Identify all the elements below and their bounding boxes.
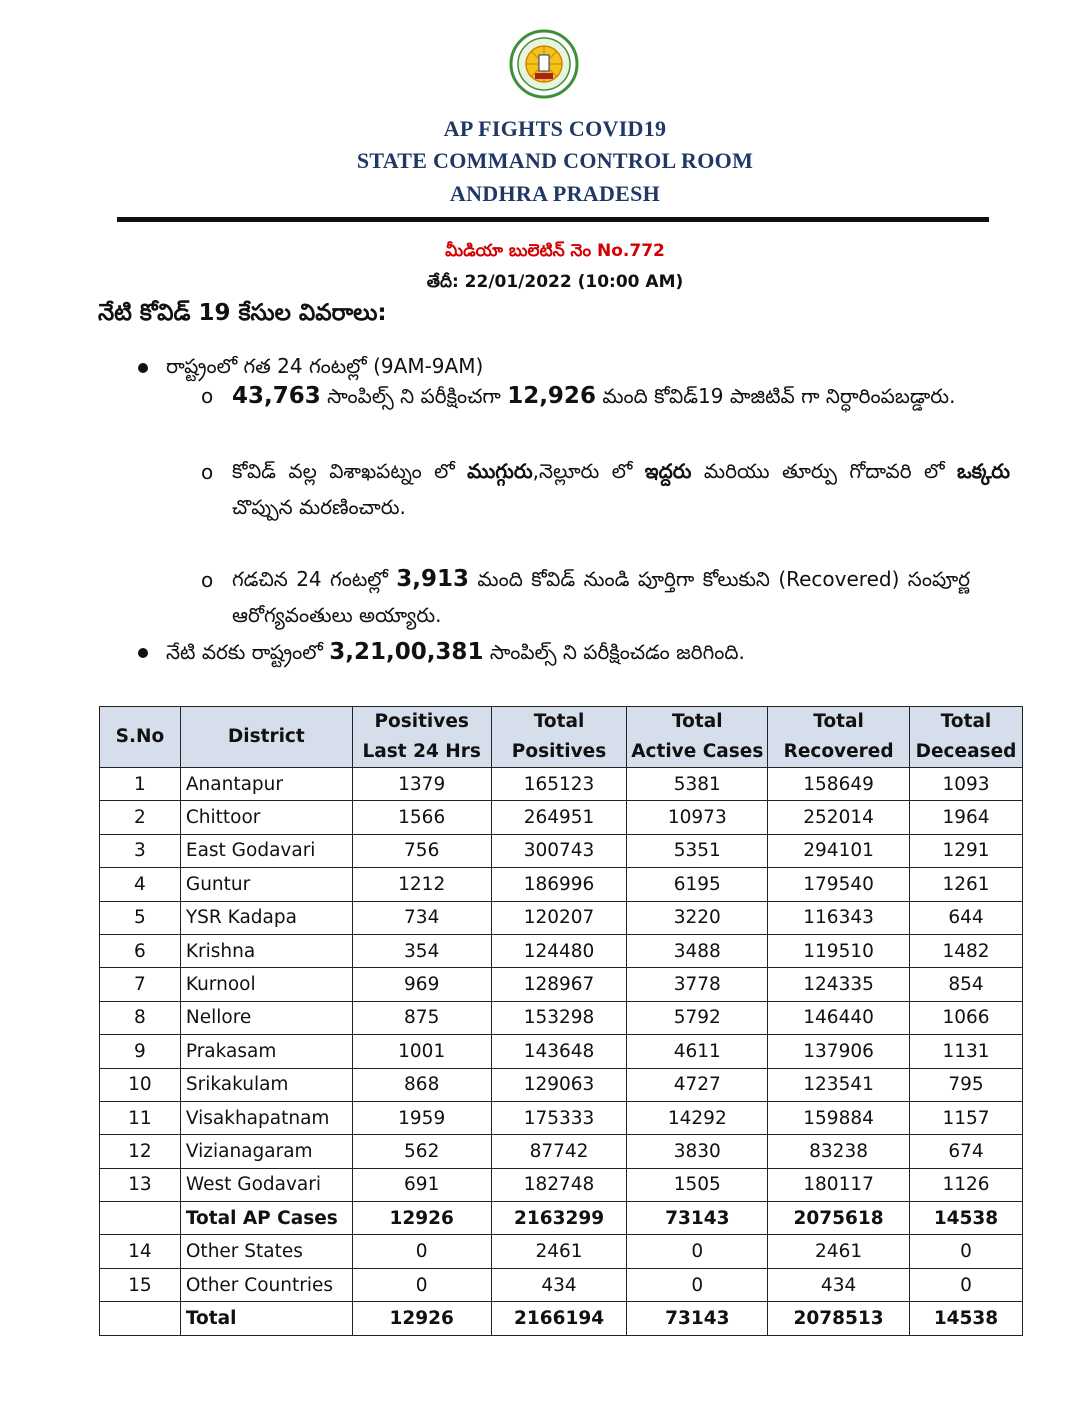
cell-district: Prakasam	[180, 1035, 352, 1068]
table-row	[100, 1302, 1023, 1335]
cell-sno: 9	[100, 1035, 181, 1068]
table-header-row	[100, 707, 1023, 768]
bullet-dot	[138, 363, 148, 373]
cell-total-positives: 2461	[491, 1235, 627, 1268]
cell-district: Chittoor	[180, 801, 352, 834]
cell-district: East Godavari	[180, 834, 352, 867]
cell-recovered: 180117	[768, 1168, 910, 1201]
cell-active-cases: 73143	[627, 1302, 768, 1335]
cell-total-positives: 2166194	[491, 1302, 627, 1335]
bulletin-date: తేదీ: 22/01/2022 (10:00 AM)	[426, 272, 684, 292]
cell-total-positives: 87742	[491, 1135, 627, 1168]
cell-active-cases: 0	[627, 1268, 768, 1301]
cell-district: Guntur	[180, 868, 352, 901]
cell-district: Other States	[180, 1235, 352, 1268]
cell-recovered: 124335	[768, 968, 910, 1001]
cell-recovered: 2078513	[768, 1302, 910, 1335]
cell-recovered: 146440	[768, 1001, 910, 1034]
cell-positives-24h: 1212	[352, 868, 491, 901]
col-header-positives-24h: Positives Last 24 Hrs	[352, 707, 491, 768]
cell-positives-24h: 0	[352, 1268, 491, 1301]
cell-district: Nellore	[180, 1001, 352, 1034]
table-row	[100, 1235, 1023, 1268]
cell-district: Other Countries	[180, 1268, 352, 1301]
cell-active-cases: 3220	[627, 901, 768, 934]
col-header-sno: S.No	[100, 707, 181, 768]
cell-total-positives: 165123	[491, 768, 627, 801]
cell-positives-24h: 1001	[352, 1035, 491, 1068]
cell-district: Krishna	[180, 934, 352, 967]
cell-active-cases: 3830	[627, 1135, 768, 1168]
total-samples-count: 3,21,00,381	[329, 639, 484, 665]
cell-positives-24h: 1379	[352, 768, 491, 801]
samples-tested-count: 43,763	[232, 383, 321, 409]
sub-bullet-3-text: గడచిన 24 గంటల్లో 3,913 మంది కోవిడ్ నుండి పూర్తిగా కోలుకుని (Recovered) సంపూర్ణ ఆరోగ్యవంతులు అయ్యారు.	[232, 566, 970, 627]
cell-active-cases: 73143	[627, 1202, 768, 1235]
cell-positives-24h: 354	[352, 934, 491, 967]
cell-positives-24h: 1566	[352, 801, 491, 834]
header-divider	[117, 217, 989, 222]
cell-sno: 5	[100, 901, 181, 934]
cell-total-positives: 300743	[491, 834, 627, 867]
cell-recovered: 158649	[768, 768, 910, 801]
table-row	[100, 968, 1023, 1001]
cell-positives-24h: 12926	[352, 1302, 491, 1335]
cell-active-cases: 3488	[627, 934, 768, 967]
col-header-total-positives: Total Positives	[491, 707, 627, 768]
cell-total-positives: 186996	[491, 868, 627, 901]
cell-sno: 11	[100, 1101, 181, 1134]
sub-bullet-1-text: 43,763 సాంపిల్స్ ని పరీక్షించగా 12,926 మంది కోవిడ్19 పాజిటివ్ గా నిర్ధారింపబడ్డారు.	[232, 383, 956, 409]
cell-total-positives: 264951	[491, 801, 627, 834]
cell-positives-24h: 756	[352, 834, 491, 867]
cell-positives-24h: 868	[352, 1068, 491, 1101]
cell-sno: 14	[100, 1235, 181, 1268]
cell-total-positives: 143648	[491, 1035, 627, 1068]
cell-active-cases: 6195	[627, 868, 768, 901]
cell-total-positives: 120207	[491, 901, 627, 934]
cell-total-positives: 128967	[491, 968, 627, 1001]
cell-total-positives: 182748	[491, 1168, 627, 1201]
bulletin-number: మీడియా బులెటిన్ నెం No.772	[445, 241, 665, 261]
cell-sno	[100, 1202, 181, 1235]
table-row	[100, 1268, 1023, 1301]
cell-active-cases: 14292	[627, 1101, 768, 1134]
cell-district: Anantapur	[180, 768, 352, 801]
cell-district: Total	[180, 1302, 352, 1335]
table-row	[100, 901, 1023, 934]
cell-active-cases: 3778	[627, 968, 768, 1001]
cell-total-positives: 175333	[491, 1101, 627, 1134]
cell-active-cases: 4611	[627, 1035, 768, 1068]
cell-positives-24h: 969	[352, 968, 491, 1001]
cell-district: Vizianagaram	[180, 1135, 352, 1168]
cell-recovered: 2075618	[768, 1202, 910, 1235]
header-title-line3: ANDHRA PRADESH	[449, 181, 661, 206]
cell-active-cases: 5351	[627, 834, 768, 867]
table-row	[100, 1135, 1023, 1168]
cell-district: West Godavari	[180, 1168, 352, 1201]
sub-bullet-marker: o	[201, 460, 214, 484]
cell-recovered: 137906	[768, 1035, 910, 1068]
cell-active-cases: 0	[627, 1235, 768, 1268]
table-row	[100, 801, 1023, 834]
col-header-active-cases: Total Active Cases	[627, 707, 768, 768]
cell-sno: 7	[100, 968, 181, 1001]
cell-positives-24h: 1959	[352, 1101, 491, 1134]
positive-count: 12,926	[507, 383, 596, 409]
table-row	[100, 768, 1023, 801]
cell-deceased: 1131	[910, 1035, 1023, 1068]
cell-deceased: 0	[910, 1268, 1023, 1301]
bullet-dot	[138, 648, 148, 658]
cell-positives-24h: 562	[352, 1135, 491, 1168]
cell-district: Visakhapatnam	[180, 1101, 352, 1134]
cell-deceased: 1066	[910, 1001, 1023, 1034]
cell-recovered: 252014	[768, 801, 910, 834]
table-row	[100, 1168, 1023, 1201]
cell-total-positives: 129063	[491, 1068, 627, 1101]
cell-active-cases: 5792	[627, 1001, 768, 1034]
cell-recovered: 2461	[768, 1235, 910, 1268]
cell-total-positives: 2163299	[491, 1202, 627, 1235]
col-header-deceased: Total Deceased	[910, 707, 1023, 768]
cell-positives-24h: 0	[352, 1235, 491, 1268]
cell-recovered: 294101	[768, 834, 910, 867]
cell-sno: 13	[100, 1168, 181, 1201]
cell-deceased: 1261	[910, 868, 1023, 901]
cell-recovered: 116343	[768, 901, 910, 934]
cell-active-cases: 10973	[627, 801, 768, 834]
cell-sno: 4	[100, 868, 181, 901]
cell-deceased: 1157	[910, 1101, 1023, 1134]
table-row	[100, 868, 1023, 901]
cell-recovered: 119510	[768, 934, 910, 967]
table-row	[100, 1001, 1023, 1034]
bullet-1-text: రాష్ట్రంలో గత 24 గంటల్లో (9AM-9AM)	[166, 354, 484, 378]
cell-deceased: 1093	[910, 768, 1023, 801]
header-title-line1: AP FIGHTS COVID19	[443, 116, 667, 141]
table-row	[100, 1035, 1023, 1068]
cell-district: Total AP Cases	[180, 1202, 352, 1235]
cell-sno: 12	[100, 1135, 181, 1168]
cell-positives-24h: 875	[352, 1001, 491, 1034]
state-emblem-icon	[508, 26, 580, 106]
cell-deceased: 1291	[910, 834, 1023, 867]
cell-positives-24h: 734	[352, 901, 491, 934]
cell-active-cases: 4727	[627, 1068, 768, 1101]
cell-deceased: 0	[910, 1235, 1023, 1268]
cell-deceased: 795	[910, 1068, 1023, 1101]
cell-deceased: 14538	[910, 1202, 1023, 1235]
col-header-district: District	[180, 707, 352, 768]
cell-sno: 3	[100, 834, 181, 867]
cell-district: Kurnool	[180, 968, 352, 1001]
cell-sno	[100, 1302, 181, 1335]
cell-positives-24h: 691	[352, 1168, 491, 1201]
table-row	[100, 1101, 1023, 1134]
cell-deceased: 1482	[910, 934, 1023, 967]
recovered-count: 3,913	[396, 566, 470, 592]
cell-sno: 8	[100, 1001, 181, 1034]
cell-total-positives: 153298	[491, 1001, 627, 1034]
cell-deceased: 644	[910, 901, 1023, 934]
cell-deceased: 1964	[910, 801, 1023, 834]
section-title: నేటి కోవిడ్ 19 కేసుల వివరాలు:	[98, 300, 387, 326]
header-title-line2: STATE COMMAND CONTROL ROOM	[356, 148, 754, 173]
table-row	[100, 1068, 1023, 1101]
cell-sno: 2	[100, 801, 181, 834]
cell-deceased: 674	[910, 1135, 1023, 1168]
cell-active-cases: 1505	[627, 1168, 768, 1201]
sub-bullet-marker: o	[201, 568, 214, 592]
cell-positives-24h: 12926	[352, 1202, 491, 1235]
cell-recovered: 434	[768, 1268, 910, 1301]
table-row	[100, 834, 1023, 867]
cell-total-positives: 434	[491, 1268, 627, 1301]
sub-bullet-marker: o	[201, 384, 214, 408]
cell-sno: 10	[100, 1068, 181, 1101]
cell-deceased: 1126	[910, 1168, 1023, 1201]
cell-active-cases: 5381	[627, 768, 768, 801]
cell-total-positives: 124480	[491, 934, 627, 967]
bullet-2-text: నేటి వరకు రాష్ట్రంలో 3,21,00,381 సాంపిల్స్ ని పరీక్షించడం జరిగింది.	[166, 639, 745, 665]
cell-sno: 1	[100, 768, 181, 801]
cell-recovered: 123541	[768, 1068, 910, 1101]
cell-deceased: 854	[910, 968, 1023, 1001]
cell-sno: 6	[100, 934, 181, 967]
table-row	[100, 1202, 1023, 1235]
district-cases-table	[99, 706, 1023, 1336]
sub-bullet-2-text: కోవిడ్ వల్ల విశాఖపట్నం లో ముగ్గురు,నెల్లూరు లో ఇద్దరు మరియు తూర్పు గోదావరి లో ఒక్కరు చొప్పున మరణించారు.	[232, 459, 1011, 519]
cell-recovered: 179540	[768, 868, 910, 901]
col-header-recovered: Total Recovered	[768, 707, 910, 768]
cell-sno: 15	[100, 1268, 181, 1301]
cell-deceased: 14538	[910, 1302, 1023, 1335]
cell-recovered: 83238	[768, 1135, 910, 1168]
cell-district: YSR Kadapa	[180, 901, 352, 934]
cell-recovered: 159884	[768, 1101, 910, 1134]
table-row	[100, 934, 1023, 967]
cell-district: Srikakulam	[180, 1068, 352, 1101]
